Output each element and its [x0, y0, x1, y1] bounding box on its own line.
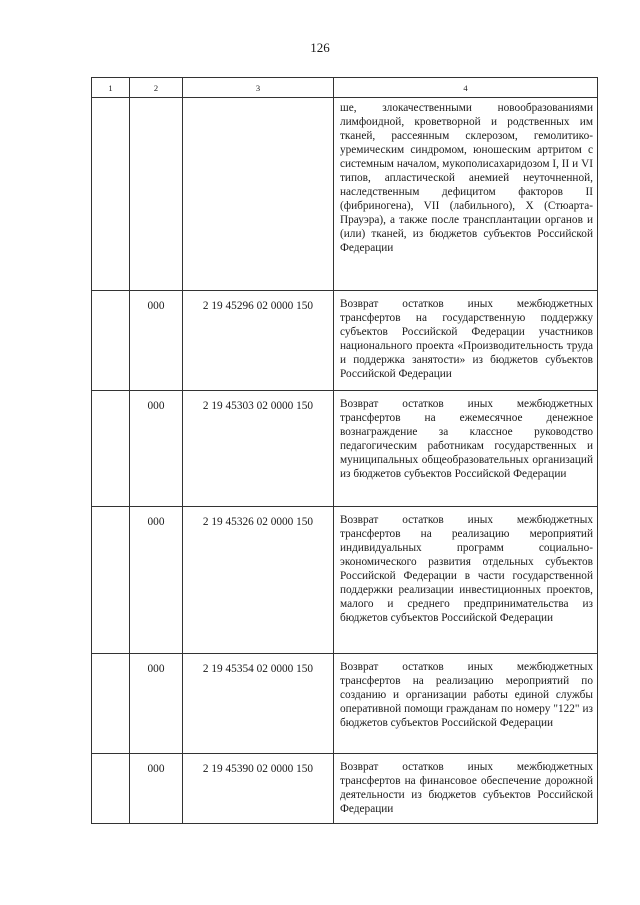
table-row — [92, 391, 598, 507]
table-row — [92, 754, 598, 824]
classification-code-cell: 2 19 45326 02 0000 150 — [183, 507, 334, 654]
classification-code-cell: 2 19 45296 02 0000 150 — [183, 291, 334, 391]
admin-code-cell: 000 — [130, 507, 183, 654]
table-row — [92, 291, 598, 391]
description-cell: Возврат остатков иных межбюджетных трансфертов на реализацию мероприятий по созданию и организации работы единой службы оперативной помощи гражданам по номеру "122" из бюджетов субъектов Российской Федерации — [334, 654, 598, 754]
admin-code-cell: 000 — [130, 754, 183, 824]
description-cell: Возврат остатков иных межбюджетных трансфертов на государственную поддержку субъектов Российской Федерации участников национального проекта «Производительность труда и поддержка занятости» из бюджетов субъектов Российской Федерации — [334, 291, 598, 391]
row-number-cell — [92, 291, 130, 391]
table-row — [92, 654, 598, 754]
admin-code-cell — [130, 98, 183, 291]
row-number-cell — [92, 391, 130, 507]
classification-code-cell: 2 19 45354 02 0000 150 — [183, 654, 334, 754]
page-number: 126 — [310, 40, 330, 55]
table-row — [92, 507, 598, 654]
description-cell: ше, злокачественными новообразованиями лимфоидной, кроветворной и родственных им тканей, рассеянным склерозом, гемолитико-уремическим синдромом, юношеским артритом с системным началом, мукополисахаридозом I, II и VI типов, апластической анемией неуточненной, наследственным дефицитом факторов II (фибриногена), VII (лабильного), X (Стюарта-Прауэра), а также после трансплантации органов и (или) тканей, из бюджетов субъектов Российской Федерации — [334, 98, 598, 291]
row-number-cell — [92, 754, 130, 824]
column-header-3: 3 — [183, 78, 334, 98]
budget-codes-table — [91, 77, 598, 824]
admin-code-cell: 000 — [130, 654, 183, 754]
description-cell: Возврат остатков иных межбюджетных трансфертов на реализацию мероприятий индивидуальных программ социально-экономического развития отдельных субъектов Российской Федерации в части государственной поддержки реализации инвестиционных проектов, малого и среднего предпринимательства из бюджетов субъектов Российской Федерации — [334, 507, 598, 654]
classification-code-cell: 2 19 45303 02 0000 150 — [183, 391, 334, 507]
classification-code-cell: 2 19 45390 02 0000 150 — [183, 754, 334, 824]
classification-code-cell — [183, 98, 334, 291]
table-header-row — [92, 78, 598, 98]
row-number-cell — [92, 98, 130, 291]
column-header-1: 1 — [92, 78, 130, 98]
admin-code-cell: 000 — [130, 291, 183, 391]
table-row-continuation — [92, 98, 598, 291]
description-cell: Возврат остатков иных межбюджетных трансфертов на финансовое обеспечение дорожной деятельности из бюджетов субъектов Российской Федерации — [334, 754, 598, 824]
admin-code-cell: 000 — [130, 391, 183, 507]
row-number-cell — [92, 654, 130, 754]
column-header-4: 4 — [334, 78, 598, 98]
description-cell: Возврат остатков иных межбюджетных трансфертов на ежемесячное денежное вознаграждение за классное руководство педагогическим работникам государственных и муниципальных общеобразовательных организаций из бюджетов субъектов Российской Федерации — [334, 391, 598, 507]
row-number-cell — [92, 507, 130, 654]
column-header-2: 2 — [130, 78, 183, 98]
